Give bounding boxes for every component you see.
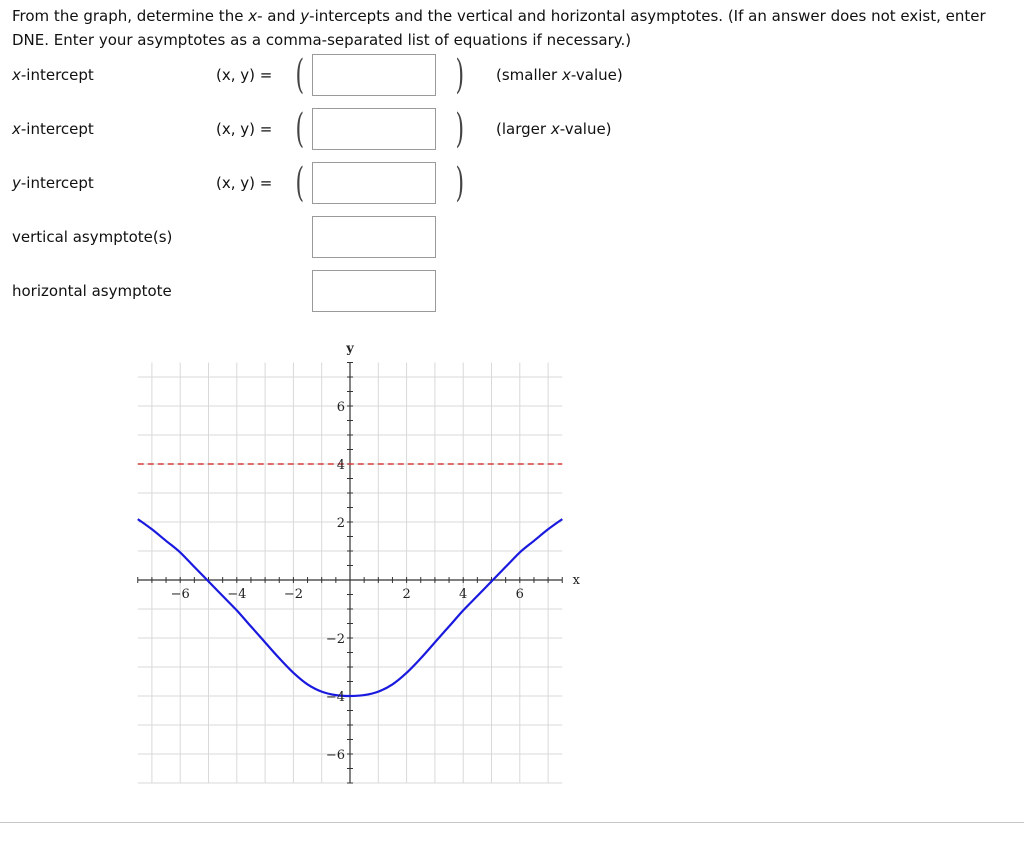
x-tick-label: 6 bbox=[515, 587, 524, 602]
open-paren: ( bbox=[295, 106, 305, 152]
question-part: -intercepts and the vertical and horizontal asymptotes. (If an answer does not exist, enter DNE. Enter your asymptotes as a comma-separated list of equations if necessary.) bbox=[12, 7, 986, 49]
y-tick-label: 4 bbox=[336, 458, 345, 473]
note-smaller-x-value: (smaller x-value) bbox=[496, 66, 623, 84]
note-larger-x-value: (larger x-value) bbox=[496, 120, 612, 138]
y-tick-label: −6 bbox=[325, 748, 345, 763]
horizontal-asymptote-input[interactable] bbox=[312, 270, 436, 312]
x-axis-label: x bbox=[572, 573, 580, 588]
label-horizontal-asymptote: horizontal asymptote bbox=[12, 282, 172, 300]
question-text bbox=[12, 4, 1017, 52]
y-axis-label: y bbox=[346, 341, 354, 357]
question-part: - and bbox=[257, 7, 301, 25]
row-x-intercept-smaller bbox=[12, 54, 1012, 98]
question-var-y: y bbox=[300, 7, 310, 25]
label-y-intercept: y-intercept bbox=[12, 174, 94, 192]
x-tick-label: 2 bbox=[402, 587, 411, 602]
label-x-intercept: x-intercept bbox=[12, 120, 94, 138]
open-paren: ( bbox=[295, 160, 305, 206]
y-tick-label: 2 bbox=[336, 516, 345, 531]
question-part: From the graph, determine the bbox=[12, 7, 249, 25]
label-vertical-asymptote: vertical asymptote(s) bbox=[12, 228, 173, 246]
row-horizontal-asymptote bbox=[12, 270, 1012, 314]
y-tick-label: −4 bbox=[325, 690, 345, 705]
xy-equals-label: (x, y) = bbox=[216, 120, 273, 138]
close-paren: ) bbox=[455, 52, 465, 98]
question-var-x: x bbox=[248, 7, 258, 25]
row-vertical-asymptote bbox=[12, 216, 1012, 260]
bottom-divider bbox=[0, 822, 1024, 823]
close-paren: ) bbox=[455, 106, 465, 152]
open-paren: ( bbox=[295, 52, 305, 98]
x-intercept-smaller-input[interactable] bbox=[312, 54, 436, 96]
y-intercept-input[interactable] bbox=[312, 162, 436, 204]
y-tick-label: −2 bbox=[325, 632, 345, 647]
vertical-asymptote-input[interactable] bbox=[312, 216, 436, 258]
xy-equals-label: (x, y) = bbox=[216, 174, 273, 192]
x-tick-label: −2 bbox=[283, 587, 303, 602]
x-intercept-larger-input[interactable] bbox=[312, 108, 436, 150]
row-x-intercept-larger bbox=[12, 108, 1012, 152]
close-paren: ) bbox=[455, 160, 465, 206]
x-tick-label: 4 bbox=[459, 587, 468, 602]
row-y-intercept bbox=[12, 162, 1012, 206]
function-graph bbox=[120, 336, 590, 796]
xy-equals-label: (x, y) = bbox=[216, 66, 273, 84]
label-x-intercept: x-intercept bbox=[12, 66, 94, 84]
y-tick-label: 6 bbox=[336, 400, 345, 415]
x-tick-label: −4 bbox=[227, 587, 247, 602]
x-tick-label: −6 bbox=[170, 587, 190, 602]
